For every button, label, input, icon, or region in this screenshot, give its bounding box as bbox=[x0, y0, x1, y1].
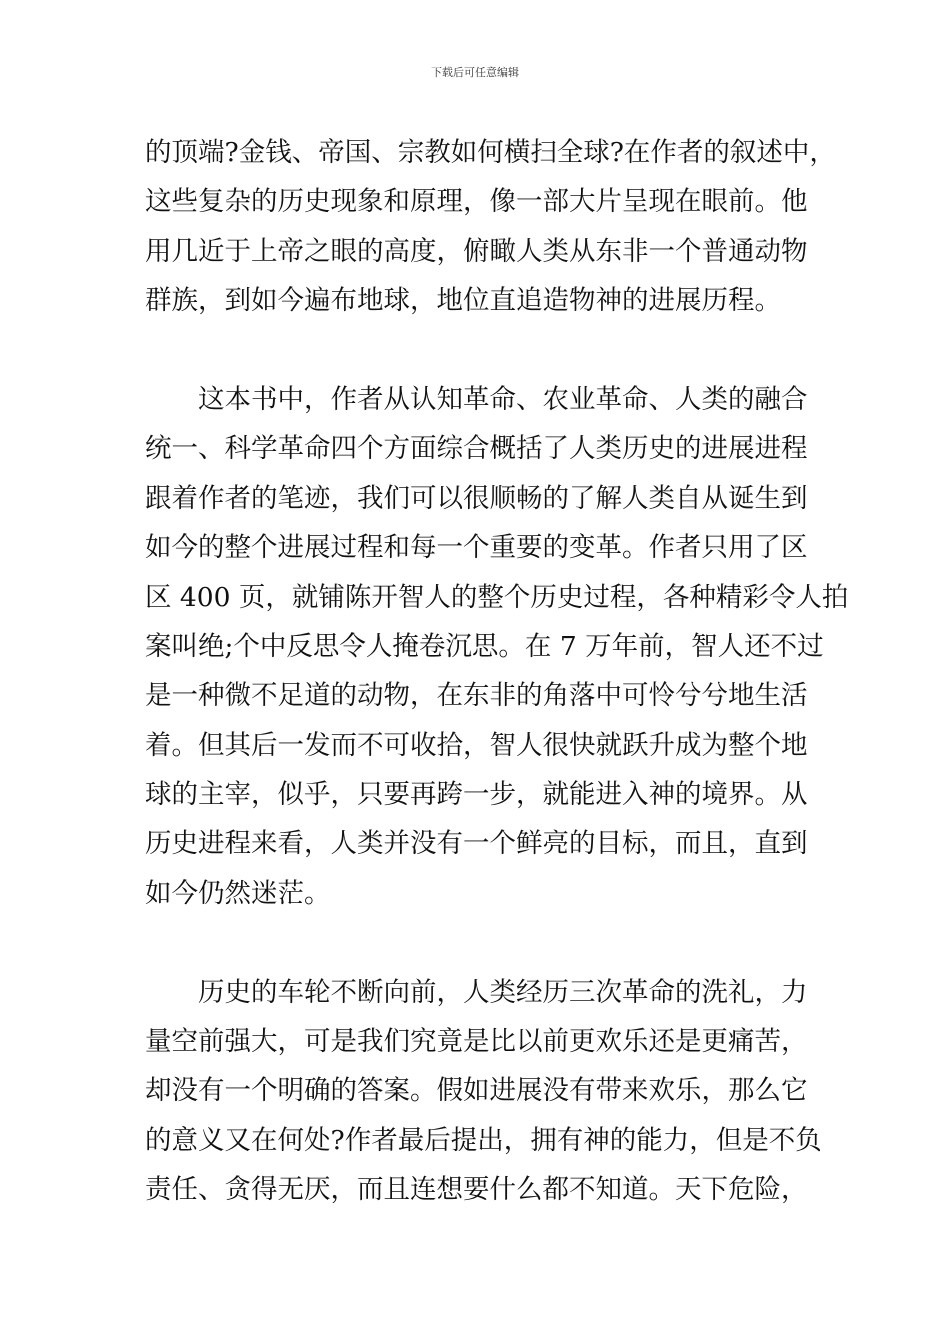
text-line: 量空前强大，可是我们究竟是比以前更欢乐还是更痛苦， bbox=[145, 1026, 808, 1058]
text-line: 区 400 页，就铺陈开智人的整个历史过程，各种精彩令人拍 bbox=[145, 581, 849, 613]
paragraph-gap bbox=[145, 326, 810, 375]
text-line: 着。但其后一发而不可收拾，智人很快就跃升成为整个地 bbox=[145, 729, 808, 761]
document-body bbox=[145, 128, 849, 1215]
paragraph-1 bbox=[145, 128, 836, 326]
text-line: 用几近于上帝之眼的高度，俯瞰人类从东非一个普通动物 bbox=[145, 235, 808, 267]
text-line: 球的主宰，似乎，只要再跨一步，就能进入神的境界。从 bbox=[145, 779, 808, 811]
text-line: 却没有一个明确的答案。假如进展没有带来欢乐，那么它 bbox=[145, 1075, 808, 1107]
text-line: 如今的整个进展过程和每一个重要的变革。作者只用了区 bbox=[145, 532, 808, 564]
text-line: 历史的车轮不断向前，人类经历三次革命的洗礼，力 bbox=[145, 976, 808, 1008]
text-line: 统一、科学革命四个方面综合概括了人类历史的进展进程 bbox=[145, 433, 808, 465]
paragraph-3 bbox=[145, 968, 822, 1215]
text-line: 的意义又在何处?作者最后提出，拥有神的能力，但是不负 bbox=[145, 1124, 822, 1156]
paragraph-2 bbox=[145, 375, 849, 918]
paragraph-gap bbox=[145, 918, 810, 967]
page-header: 下载后可任意编辑 bbox=[431, 66, 519, 79]
text-line: 是一种微不足道的动物，在东非的角落中可怜兮兮地生活 bbox=[145, 680, 808, 712]
text-line: 这本书中，作者从认知革命、农业革命、人类的融合 bbox=[145, 383, 808, 415]
text-line: 这些复杂的历史现象和原理，像一部大片呈现在眼前。他 bbox=[145, 186, 808, 218]
text-line: 群族，到如今遍布地球，地位直追造物神的进展历程。 bbox=[145, 285, 781, 317]
text-line: 历史进程来看，人类并没有一个鲜亮的目标，而且，直到 bbox=[145, 828, 808, 860]
text-line: 案叫绝;个中反思令人掩卷沉思。在 7 万年前，智人还不过 bbox=[145, 630, 824, 662]
text-line: 责任、贪得无厌，而且连想要什么都不知道。天下危险， bbox=[145, 1174, 808, 1206]
text-line: 如今仍然迷茫。 bbox=[145, 877, 331, 909]
text-line: 的顶端?金钱、帝国、宗教如何横扫全球?在作者的叙述中， bbox=[145, 137, 836, 168]
text-line: 跟着作者的笔迹，我们可以很顺畅的了解人类自从诞生到 bbox=[145, 482, 808, 514]
